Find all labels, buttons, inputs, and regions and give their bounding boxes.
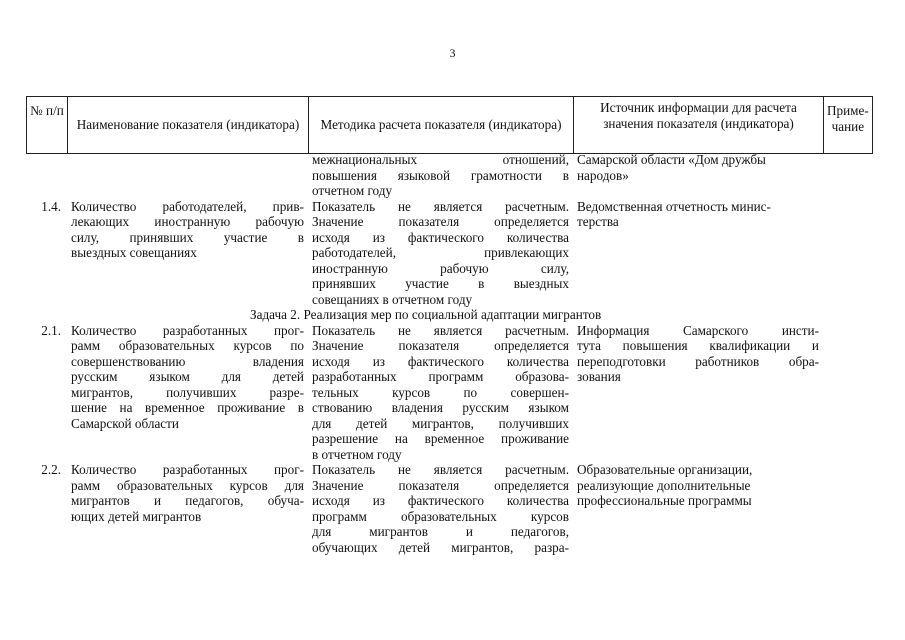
text-line: рамм образовательных курсов для	[71, 477, 304, 493]
text-line: русским языком для детей	[71, 369, 304, 384]
text-line: Значение показателя определяется	[312, 477, 569, 493]
header-source: Источник информации для расчета значения показателя (индикатора)	[574, 97, 824, 154]
text-line: выездных совещаниях	[71, 245, 197, 260]
header-method: Методика расчета показателя (индикатора)	[309, 97, 574, 154]
row-note	[823, 462, 856, 555]
text-line: совершенствованию владения	[71, 353, 304, 369]
header-name: Наименование показателя (индикатора)	[68, 97, 309, 154]
text-line: Показатель не является расчетным.	[312, 462, 569, 477]
row-method	[308, 323, 573, 463]
row-source	[573, 152, 823, 199]
row-name	[67, 152, 308, 199]
text-line: Ведомственная отчетность минис-	[577, 198, 771, 214]
text-line: работодателей, привлекающих	[312, 245, 569, 260]
text-line: шение на временное проживание в	[71, 400, 304, 415]
text-line: народов»	[577, 167, 629, 183]
text-line: совещаниях в отчетном году	[312, 291, 473, 307]
text-line: мигрантов и педагогов, обуча-	[71, 493, 304, 508]
row-method	[308, 152, 573, 199]
row-method	[308, 199, 573, 308]
table-row	[26, 152, 856, 199]
row-num: 2.1.	[41, 322, 61, 338]
text-line: для детей мигрантов, получивших	[312, 415, 569, 431]
row-source	[573, 323, 823, 463]
text-line: разработанных программ образова-	[312, 369, 569, 384]
text-line: ющих детей мигрантов	[71, 508, 202, 524]
row-method	[308, 462, 573, 555]
text-line: иностранную рабочую силу,	[312, 260, 569, 276]
text-line: Показатель не является расчетным.	[312, 322, 569, 338]
row-name	[67, 462, 308, 555]
text-line: мигрантов, получивших разре-	[71, 384, 304, 400]
text-line: исходя из фактического количества	[312, 229, 569, 245]
row-note	[823, 323, 856, 463]
text-line: Показатель не является расчетным.	[312, 198, 569, 214]
table-row	[26, 199, 856, 308]
row-source	[573, 199, 823, 308]
table-header	[26, 96, 873, 154]
section-heading: Задача 2. Реализация мер по социальной адаптации мигрантов	[250, 307, 602, 322]
text-line: зования	[577, 369, 621, 384]
row-name	[67, 199, 308, 308]
text-line: терства	[577, 214, 619, 229]
table-body	[26, 152, 856, 555]
row-num	[26, 152, 67, 199]
row-source	[573, 462, 823, 555]
text-line: Самарской области	[71, 415, 179, 431]
header-note: Приме-чание	[824, 97, 873, 154]
text-line: Самарской области «Дом дружбы	[577, 152, 766, 167]
text-line: исходя из фактического количества	[312, 353, 569, 369]
text-line: ствованию владения русским языком	[312, 400, 569, 415]
text-line: Количество работодателей, прив-	[71, 198, 304, 214]
text-line: Количество разработанных прог-	[71, 322, 304, 338]
text-line: тельных курсов по совершен-	[312, 384, 569, 400]
text-line: принявших участие в выездных	[312, 276, 569, 291]
page-number: 3	[449, 46, 456, 60]
text-line: силу, принявших участие в	[71, 229, 304, 245]
text-line: для мигрантов и педагогов,	[312, 524, 569, 539]
text-line: межнациональных отношений,	[312, 152, 569, 167]
text-line: тута повышения квалификации и	[577, 338, 819, 353]
row-num: 1.4.	[41, 198, 61, 214]
row-note	[823, 199, 856, 308]
row-name	[67, 323, 308, 463]
row-num: 2.2.	[41, 462, 61, 477]
text-line: разрешение на временное проживание	[312, 431, 569, 446]
text-line: Информация Самарского инсти-	[577, 322, 819, 338]
text-line: исходя из фактического количества	[312, 493, 569, 508]
text-line: Значение показателя определяется	[312, 338, 569, 353]
text-line: Образовательные организации,	[577, 462, 753, 477]
text-line: Значение показателя определяется	[312, 214, 569, 229]
text-line: Количество разработанных прог-	[71, 462, 304, 477]
text-line: повышения языковой грамотности в	[312, 167, 569, 183]
text-line: переподготовки работников обра-	[577, 353, 819, 369]
header-num: № п/п	[27, 97, 68, 154]
text-line: реализующие дополнительные	[577, 477, 751, 493]
row-note	[823, 152, 856, 199]
text-line: профессиональные программы	[577, 493, 752, 508]
text-line: отчетном году	[312, 183, 393, 198]
text-line: в отчетном году	[312, 446, 402, 462]
text-line: лекающих иностранную рабочую	[71, 214, 304, 229]
text-line: рамм образовательных курсов по	[71, 338, 304, 353]
text-line: программ образовательных курсов	[312, 508, 569, 524]
table-row	[26, 323, 856, 463]
table-row	[26, 462, 856, 555]
text-line: обучающих детей мигрантов, разра-	[312, 539, 569, 555]
